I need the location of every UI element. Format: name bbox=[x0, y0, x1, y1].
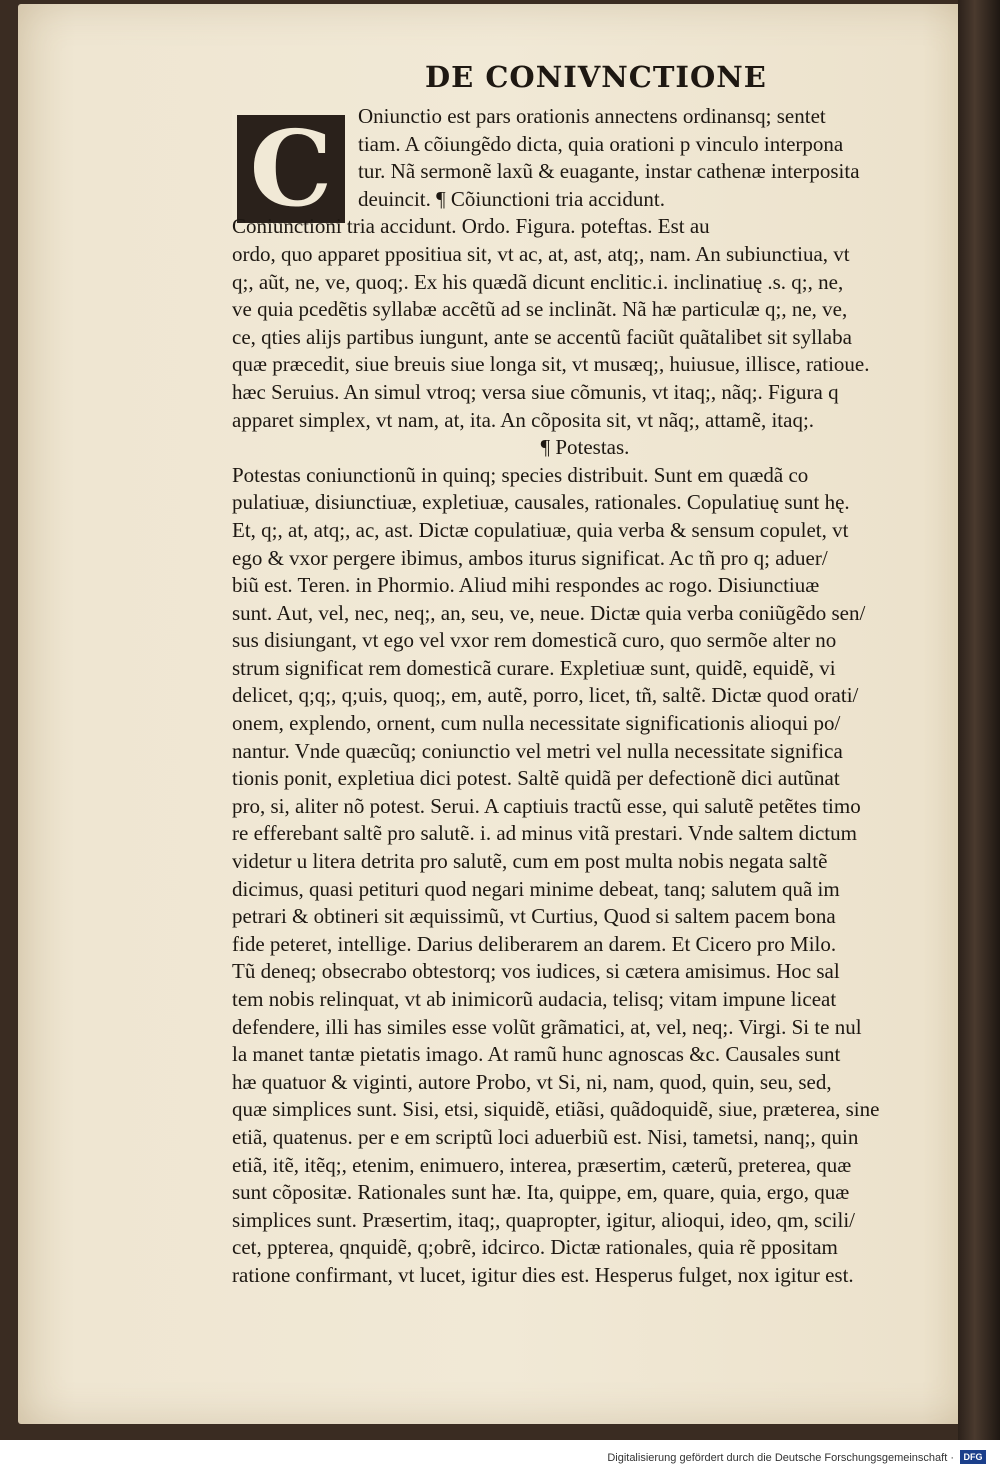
dfg-logo: DFG bbox=[960, 1450, 986, 1464]
text-line: tur. Nã sermonẽ laxũ & euagante, instar cathenæ interposita bbox=[358, 159, 860, 184]
footer-bar bbox=[0, 1440, 1000, 1474]
text-line: fide peteret, intellige. Darius deliberarem an darem. Et Cicero pro Milo. bbox=[232, 931, 837, 956]
text-line: defendere, illi has similes esse volũt grãmatici, at, vel, neq;. Virgi. Si te nul bbox=[232, 1014, 862, 1039]
text-line: nantur. Vnde quæcũq; coniunctio vel metri vel nulla necessitate significa bbox=[232, 738, 843, 763]
text-line: la manet tantæ pietatis imago. At ramũ hunc agnoscas &c. Causales sunt bbox=[232, 1042, 841, 1067]
text-line: ve quia pcedẽtis syllabæ accẽtũ ad se inclinãt. Nã hæ particulæ q;, ne, ve, bbox=[232, 297, 848, 322]
text-line: quæ præcedit, siue breuis siue longa sit, vt musæq;, huiusue, illisce, ratioue. bbox=[232, 352, 870, 377]
text-line: Et, q;, at, atq;, ac, ast. Dictæ copulatiuæ, quia verba & sensum copulet, vt bbox=[232, 517, 849, 542]
text-line: dicimus, quasi petituri quod negari minime debeat, tanq; salutem quã im bbox=[232, 876, 840, 901]
text-line: tem nobis relinquat, vt ab inimicorũ audacia, telisq; vitam impune liceat bbox=[232, 987, 837, 1011]
text-line: Oniunctio est pars orationis annectens ordinansq; sentet bbox=[358, 104, 826, 128]
text-line: tiam. A cõiungẽdo dicta, quia orationi p vinculo interpona bbox=[358, 131, 844, 156]
text-line: etiã, quatenus. per e em scriptũ loci aduerbiũ est. Nisi, tametsi, nanq;, quin bbox=[232, 1124, 859, 1149]
text-line: sunt cõpositæ. Rationales sunt hæ. Ita, quippe, em, quare, quia, ergo, quæ bbox=[232, 1180, 850, 1205]
text-line: cet, ppterea, qnquidẽ, q;obrẽ, idcirco. Dictæ rationales, quia rẽ ppositam bbox=[232, 1235, 838, 1260]
text-line: quæ simplices sunt. Sisi, etsi, siquidẽ, etiãsi, quãdoquidẽ, siue, præterea, sine bbox=[232, 1097, 880, 1122]
text-line: ordo, quo apparet ppositiua sit, vt ac, at, ast, atq;, nam. An subiunctiua, vt bbox=[232, 241, 850, 266]
text-line: videtur u litera detrita pro salutẽ, cum em post multa nobis negata saltẽ bbox=[232, 849, 828, 874]
text-line: Tũ deneq; obsecrabo obtestorq; vos iudices, si cætera amisimus. Hoc sal bbox=[232, 959, 840, 984]
decorated-initial: C bbox=[232, 110, 350, 228]
text-line: biũ est. Teren. in Phormio. Aliud mihi respondes ac rogo. Disiunctiuæ bbox=[232, 573, 820, 598]
body-text bbox=[232, 103, 938, 1290]
text-line: hæc Seruius. An simul vtroq; versa siue cõmunis, vt itaq;, nãq;. Figura q bbox=[232, 379, 839, 404]
text-line: petrari & obtineri sit æquissimũ, vt Curtius, Quod si saltem pacem bona bbox=[232, 904, 836, 929]
text-line: apparet simplex, vt nam, at, ita. An cõposita sit, vt nãq;, attamẽ, itaq;. bbox=[232, 407, 815, 432]
text-line: ce, qties alijs partibus iungunt, ante se accentũ faciũt quãtalibet sit syllaba bbox=[232, 324, 852, 349]
funding-note: Digitalisierung gefördert durch die Deutsche Forschungsgemeinschaft · bbox=[607, 1452, 954, 1464]
page-heading: DE CONIVNCTIONE bbox=[425, 60, 767, 94]
text-line: pulatiuæ, disiunctiuæ, expletiuæ, causales, rationales. Copulatiuę sunt hę. bbox=[232, 490, 850, 515]
text-line: strum significat rem domesticã curare. Expletiuæ sunt, quidẽ, equidẽ, vi bbox=[232, 655, 836, 680]
text-line: onem, explendo, ornent, cum nulla necessitate significationis alioqui po/ bbox=[232, 711, 841, 736]
text-line: Potestas coniunctionũ in quinq; species distribuit. Sunt em quædã co bbox=[232, 462, 809, 487]
text-line: ¶ Potestas. bbox=[540, 435, 630, 460]
text-line: Coniunctioni tria accidunt. Ordo. Figura. poteftas. Est au bbox=[232, 214, 710, 239]
text-line: q;, aũt, ne, ve, quoq;. Ex his quædã dicunt enclitic.i. inclinatiuę .s. q;, ne, bbox=[232, 269, 844, 294]
text-line: re efferebant saltẽ pro salutẽ. i. ad minus vitã prestari. Vnde saltem dictum bbox=[232, 821, 857, 846]
text-line: simplices sunt. Præsertim, itaq;, quapropter, igitur, alioqui, ideo, qm, scili/ bbox=[232, 1207, 855, 1232]
text-line: deuincit. ¶ Cõiunctioni tria accidunt. bbox=[358, 186, 665, 211]
text-line: ratione confirmant, vt lucet, igitur dies est. Hesperus fulget, nox igitur est. bbox=[232, 1262, 854, 1287]
text-line: tionis ponit, expletiua dici potest. Saltẽ quidã per defectionẽ dici autũnat bbox=[232, 766, 840, 791]
text-line: hæ quatuor & viginti, autore Probo, vt Si, ni, nam, quod, quin, seu, sed, bbox=[232, 1069, 832, 1094]
text-line: ego & vxor pergere ibimus, ambos iturus significat. Ac tñ pro q; aduer/ bbox=[232, 545, 828, 570]
book-spine bbox=[958, 0, 1000, 1440]
text-line: delicet, q;q;, q;uis, quoq;, em, autẽ, porro, licet, tñ, saltẽ. Dictæ quod orati/ bbox=[232, 683, 859, 708]
text-line: sus disiungant, vt ego vel vxor rem domesticã curo, quo sermõe alter no bbox=[232, 628, 837, 653]
text-line: pro, si, aliter nõ potest. Serui. A captiuis tractũ esse, qui salutẽ petẽtes timo bbox=[232, 793, 861, 818]
text-line: etiã, itẽ, itẽq;, etenim, enimuero, interea, præsertim, cæterũ, preterea, quæ bbox=[232, 1152, 852, 1177]
text-line: sunt. Aut, vel, nec, neq;, an, seu, ve, neue. Dictæ quia verba coniũgẽdo sen/ bbox=[232, 600, 866, 625]
